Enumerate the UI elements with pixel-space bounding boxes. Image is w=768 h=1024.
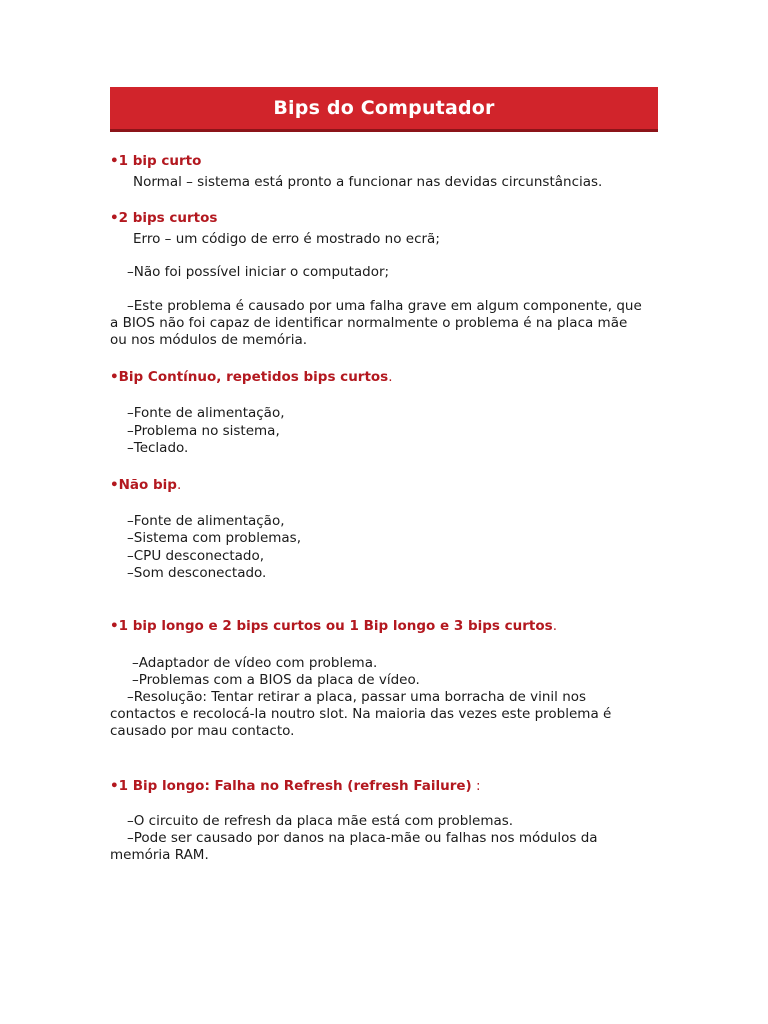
list-item: –Problema no sistema,: [127, 423, 280, 439]
list-item: –Pode ser causado por danos na placa-mãe ou falhas nos módulos da: [127, 830, 598, 846]
section-text: a BIOS não foi capaz de identificar normalmente o problema é na placa mãe: [110, 315, 628, 331]
list-item: –Sistema com problemas,: [127, 530, 301, 546]
section-text: causado por mau contacto.: [110, 723, 295, 739]
section-text: –Não foi possível iniciar o computador;: [127, 264, 390, 280]
list-item: –CPU desconectado,: [127, 548, 265, 564]
list-item: –Teclado.: [127, 440, 189, 456]
section-text: memória RAM.: [110, 847, 209, 863]
section-text: Normal – sistema está pronto a funcionar nas devidas circunstâncias.: [133, 174, 603, 190]
list-item: –O circuito de refresh da placa mãe está com problemas.: [127, 813, 514, 829]
section-text: –Este problema é causado por uma falha grave em algum componente, que: [127, 298, 642, 314]
page-title: Bips do Computador: [273, 97, 495, 119]
section-heading-bip-longo-refresh: •1 Bip longo: Falha no Refresh (refresh Failure) :: [110, 778, 481, 794]
list-item: –Adaptador de vídeo com problema.: [132, 655, 378, 671]
list-item: –Som desconectado.: [127, 565, 267, 581]
list-item: –Fonte de alimentação,: [127, 405, 285, 421]
section-text: ou nos módulos de memória.: [110, 332, 308, 348]
list-item: –Fonte de alimentação,: [127, 513, 285, 529]
section-heading-bip-longo-curtos: •1 bip longo e 2 bips curtos ou 1 Bip longo e 3 bips curtos.: [110, 618, 557, 634]
section-heading-2-bips-curtos: •2 bips curtos: [110, 210, 218, 226]
section-heading-nao-bip: •Não bip.: [110, 477, 182, 493]
section-text: Erro – um código de erro é mostrado no ecrã;: [133, 231, 440, 247]
title-banner: [110, 87, 658, 132]
list-item: –Problemas com a BIOS da placa de vídeo.: [132, 672, 420, 688]
section-heading-1-bip-curto: •1 bip curto: [110, 153, 202, 169]
section-text: contactos e recolocá-la noutro slot. Na maioria das vezes este problema é: [110, 706, 612, 722]
list-item: –Resolução: Tentar retirar a placa, passar uma borracha de vinil nos: [127, 689, 587, 705]
section-heading-bip-continuo: •Bip Contínuo, repetidos bips curtos.: [110, 369, 393, 385]
